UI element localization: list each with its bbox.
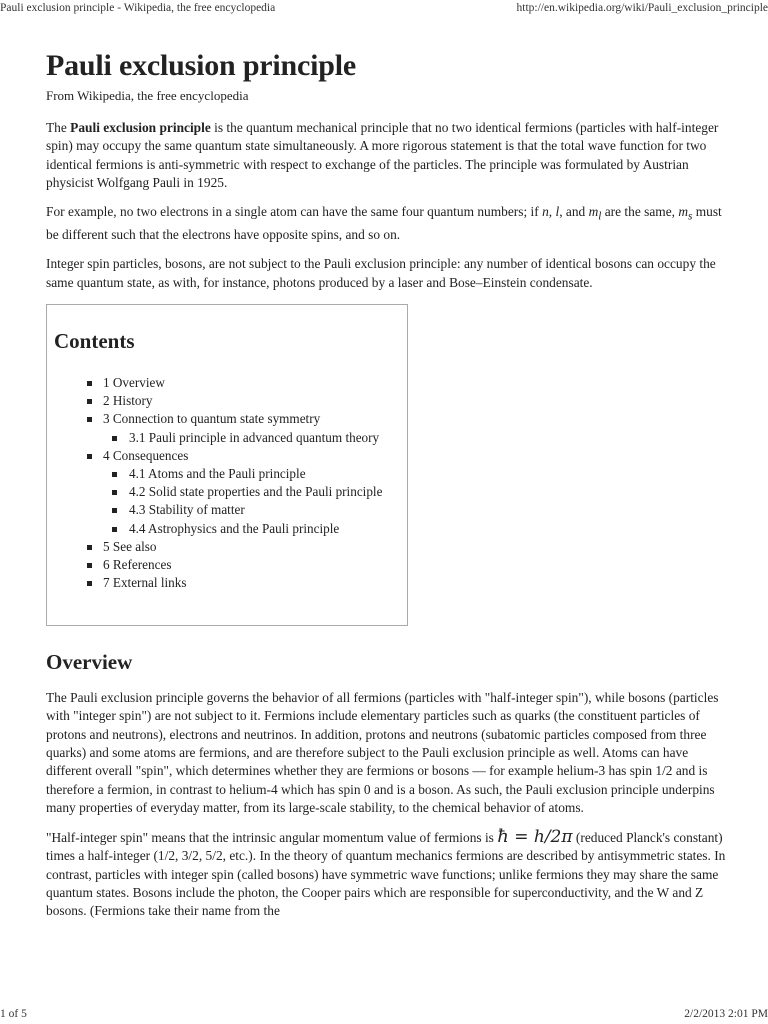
- bold-term: Pauli exclusion principle: [70, 120, 211, 135]
- intro-p1-start: The: [46, 120, 71, 135]
- overview-paragraph-2: [46, 828, 728, 920]
- toc-item-see-also[interactable]: 5 See also: [54, 538, 407, 556]
- intro-p1-rest: is the quantum mechanical principle that no two identical fermions (particles with half-integer spin) may occupy the same quantum state simultaneously. A more rigorous statement is that the total wave function for two identical fermions is anti-symmetric with respect to exchange of the particles. The principle was formulated by Austrian physicist Wolfgang Pauli in 1925.: [46, 120, 719, 190]
- page-title: Pauli exclusion principle: [46, 49, 357, 82]
- toc-title: Contents: [54, 329, 135, 354]
- toc-item-advanced-theory[interactable]: 3.1 Pauli principle in advanced quantum theory: [54, 429, 407, 447]
- intro-p2-text: For example, no two electrons in a single atom can have the same four quantum numbers; if: [46, 204, 543, 220]
- print-footer: [0, 1006, 768, 1022]
- toc-item-atoms[interactable]: 4.1 Atoms and the Pauli principle: [54, 465, 407, 483]
- intro-p2-text: , and: [559, 204, 589, 220]
- site-tagline: From Wikipedia, the free encyclopedia: [46, 88, 249, 103]
- var-ml: $m_l$: [588, 204, 602, 223]
- overview-p2-text: (reduced Planck's constant) times a half-integer (1/2, 3/2, 5/2, etc.). In the theory of quantum mechanics fermions are described by antisymmetric states. In contrast, particles with integer spin (called bosons) have symmetric wave functions; unlike fermions they may share the same quantum states. Bosons include the photon, the Cooper pairs which are responsible for superconductivity, and the W and Z bosons. (Fermions take their name from the: [46, 830, 726, 919]
- intro-p2-text: ,: [548, 204, 556, 220]
- toc-list: [54, 374, 407, 592]
- intro-p2-text: are the same,: [601, 204, 679, 220]
- var-l: l: [555, 204, 560, 220]
- overview-paragraph-1: The Pauli exclusion principle governs the behavior of all fermions (particles with "half-integer spin"), while bosons (particles with "integer spin") are not subject to it. Fermions include elementary particles such as quarks (the constituent particles of protons and neutrons), electrons and neutrinos. In addition, protons and neutrons (subatomic particles composed from three quarks) and some atoms are fermions, and are therefore subject to the Pauli exclusion principle as well. Atoms can have different overall "spin", which determines whether they are fermions or bosons — for example helium-3 has spin 1/2 and is therefore a fermion, in contrast to helium-4 which has spin 0 and is a boson. As such, the Pauli exclusion principle underpins many properties of everyday matter, from its large-scale stability, to the chemical behavior of atoms.: [46, 690, 719, 815]
- overview-p2-text: "Half-integer spin" means that the intrinsic angular momentum value of fermions is: [46, 830, 498, 846]
- intro-paragraph-1: [46, 119, 728, 192]
- intro-paragraph-2: [46, 203, 728, 244]
- article-content: [46, 46, 728, 932]
- toc-item-stability[interactable]: 4.3 Stability of matter: [54, 501, 407, 519]
- print-date: 2/2/2013 2:01 PM: [684, 1008, 768, 1020]
- toc-item-references[interactable]: 6 References: [54, 556, 407, 574]
- toc-item-history[interactable]: 2 History: [54, 392, 407, 410]
- var-ms: $m_s$: [678, 204, 693, 223]
- toc-item-solid-state[interactable]: 4.2 Solid state properties and the Pauli principle: [54, 483, 407, 501]
- toc-item-connection[interactable]: 3 Connection to quantum state symmetry: [54, 410, 407, 428]
- toc-item-consequences[interactable]: 4 Consequences: [54, 447, 407, 465]
- intro-paragraph-3: Integer spin particles, bosons, are not subject to the Pauli exclusion principle: any number of identical bosons can occupy the same quantum state, as with, for instance, photons produced by a laser and Bose–Einstein condensate.: [46, 256, 716, 290]
- toc-item-astrophysics[interactable]: 4.4 Astrophysics and the Pauli principle: [54, 520, 407, 538]
- toc-item-overview[interactable]: 1 Overview: [54, 374, 407, 392]
- toc-item-external-links[interactable]: 7 External links: [54, 574, 407, 592]
- hbar-formula: ħ = h/2π: [497, 826, 573, 848]
- print-url: http://en.wikipedia.org/wiki/Pauli_exclusion_principle: [516, 2, 768, 14]
- print-page-title: Pauli exclusion principle - Wikipedia, the free encyclopedia: [0, 2, 276, 14]
- page-count: 1 of 5: [0, 1008, 27, 1020]
- table-of-contents: [46, 304, 408, 626]
- print-header: [0, 0, 768, 16]
- intro-p2-text: must be different such that the electrons have opposite spins, and so on.: [46, 204, 722, 243]
- section-heading-overview: Overview: [46, 650, 133, 675]
- var-n: n: [542, 204, 549, 220]
